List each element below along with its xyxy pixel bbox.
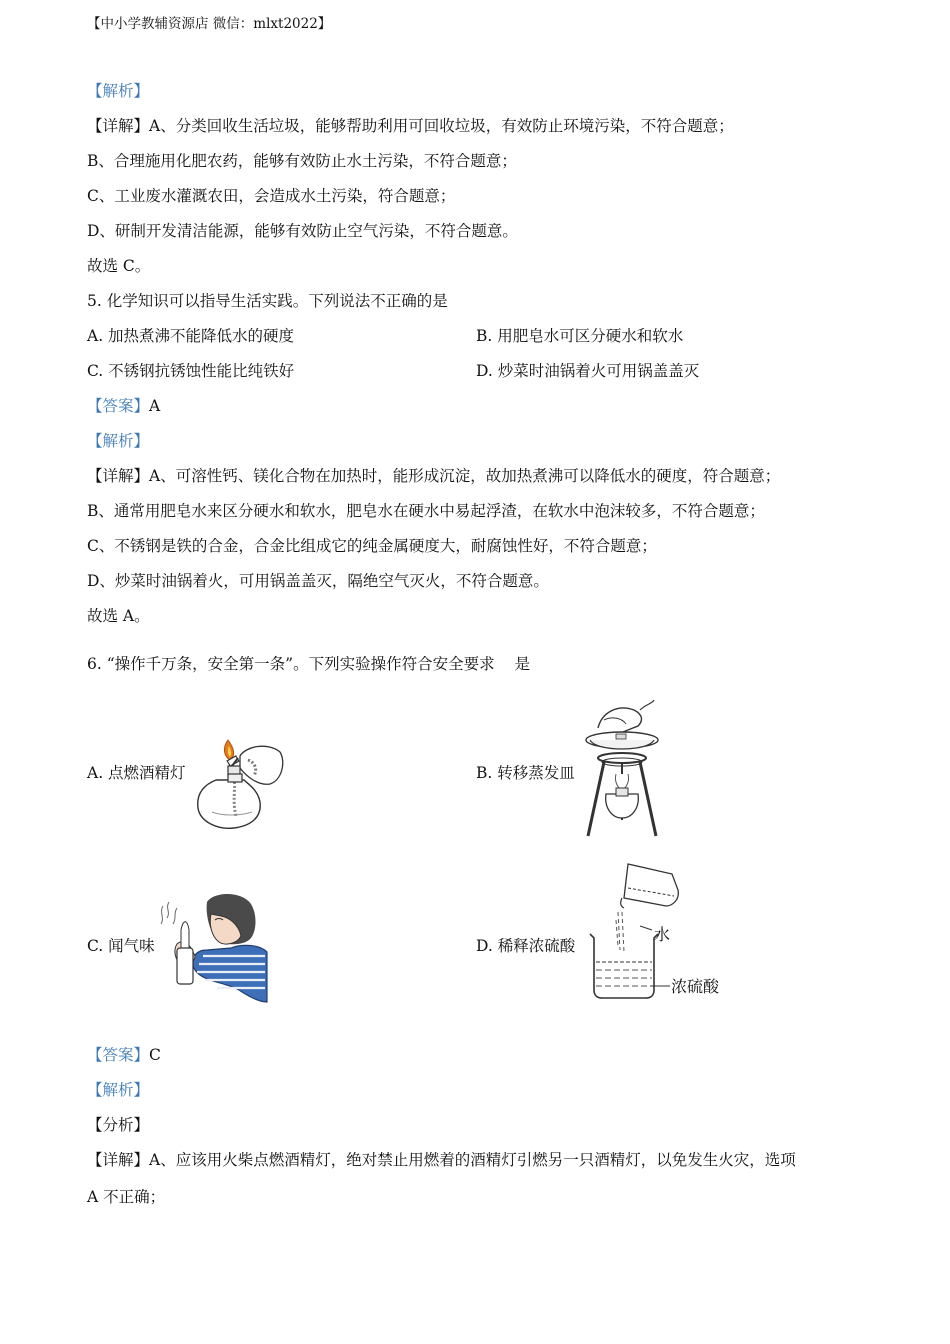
page-header: 【中小学教辅资源店 微信：mlxt2022】 bbox=[87, 16, 332, 32]
smelling-figure bbox=[155, 890, 270, 1005]
q5-option-c: C. 不锈钢抗锈蚀性能比纯铁好 bbox=[87, 362, 295, 380]
q6-option-b: B. 转移蒸发皿 bbox=[476, 764, 575, 782]
q6-option-c: C. 闻气味 bbox=[87, 937, 155, 955]
q6-detail-a-cont: A 不正确； bbox=[87, 1188, 166, 1206]
q5-option-a: A. 加热煮沸不能降低水的硬度 bbox=[87, 327, 295, 345]
fenxi-label: 【分析】 bbox=[87, 1116, 150, 1134]
detail-line-d: D、研制开发清洁能源，能够有效防止空气污染，不符合题意。 bbox=[87, 222, 518, 240]
q5-detail-a: 【详解】A、可溶性钙、镁化合物在加热时，能形成沉淀，故加热煮沸可以降低水的硬度，符合题意； bbox=[87, 467, 781, 485]
q5-stem: 5. 化学知识可以指导生活实践。下列说法不正确的是 bbox=[87, 292, 448, 310]
detail-line-b: B、合理施用化肥农药，能够有效防止水土污染，不符合题意； bbox=[87, 152, 517, 170]
acid-label: 浓硫酸 bbox=[671, 977, 720, 996]
detail-label: 【详解】 bbox=[87, 117, 150, 135]
analysis-label: 【解析】 bbox=[87, 432, 150, 450]
detail-label: 【详解】 bbox=[87, 1151, 150, 1169]
q5-detail-c: C、不锈钢是铁的合金，合金比组成它的纯金属硬度大，耐腐蚀性好，不符合题意； bbox=[87, 537, 657, 555]
answer-value: C bbox=[149, 1046, 161, 1064]
q5-answer-line bbox=[87, 395, 160, 417]
q5-detail-d: D、炒菜时油锅着火，可用锅盖盖灭，隔绝空气灭火，不符合题意。 bbox=[87, 572, 549, 590]
q6-stem: 6. “操作千万条，安全第一条”。下列实验操作符合安全要求 是 bbox=[87, 655, 531, 673]
q6-option-a: A. 点燃酒精灯 bbox=[87, 764, 186, 782]
detail-line-a: 【详解】A、分类回收生活垃圾，能够帮助利用可回收垃圾，有效防止环境污染，不符合题意； bbox=[87, 117, 734, 135]
q5-option-d: D. 炒菜时油锅着火可用锅盖盖灭 bbox=[476, 362, 700, 380]
q5-conclusion: 故选 A。 bbox=[87, 607, 150, 625]
analysis-label: 【解析】 bbox=[87, 1081, 150, 1099]
q5-detail-b: B、通常用肥皂水来区分硬水和软水，肥皂水在硬水中易起浮渣，在软水中泡沫较多，不符合题意； bbox=[87, 502, 765, 520]
dilute-acid-figure bbox=[580, 860, 728, 1005]
answer-value: A bbox=[149, 397, 161, 415]
q6-detail-a: 【详解】A、应该用火柴点燃酒精灯，绝对禁止用燃着的酒精灯引燃另一只酒精灯，以免发生火灾，选项 bbox=[87, 1151, 796, 1169]
detail-label: 【详解】 bbox=[87, 467, 150, 485]
detail-line-c: C、工业废水灌溉农田，会造成水土污染，符合题意； bbox=[87, 187, 456, 205]
analysis-label: 【解析】 bbox=[87, 82, 150, 100]
evaporating-dish-figure bbox=[578, 698, 668, 840]
answer-label: 【答案】 bbox=[87, 397, 150, 415]
q5-option-b: B. 用肥皂水可区分硬水和软水 bbox=[476, 327, 684, 345]
answer-label: 【答案】 bbox=[87, 1046, 150, 1064]
q6-option-d: D. 稀释浓硫酸 bbox=[476, 937, 576, 955]
q6-answer-line bbox=[87, 1044, 161, 1066]
conclusion: 故选 C。 bbox=[87, 257, 151, 275]
water-label: 水 bbox=[654, 925, 671, 944]
alcohol-lamp-figure bbox=[188, 728, 290, 836]
